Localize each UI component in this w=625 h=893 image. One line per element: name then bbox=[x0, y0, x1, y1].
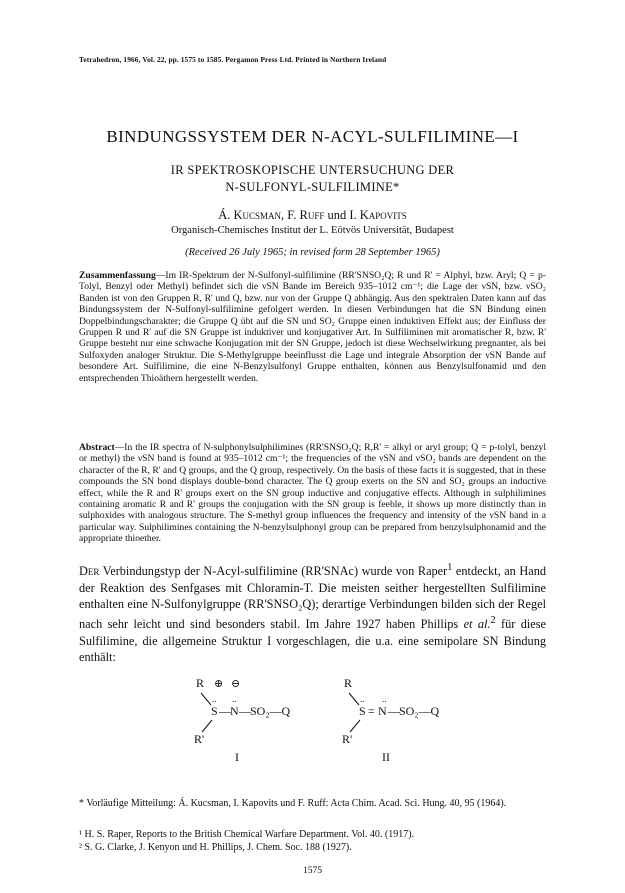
structure-I-r: R bbox=[196, 676, 205, 690]
structure-I-bond-rp bbox=[202, 720, 212, 732]
intro-text-3: für diese Sulfilimine, die allgemeine Struktur I vorgeschlagen, die u.a. eine semipolare SN Bindung enthält: bbox=[79, 616, 546, 665]
intro-lead-word: Der bbox=[79, 564, 100, 579]
structure-II-lone-pair-s: .. bbox=[360, 694, 365, 704]
intro-text-1: Verbindungstyp der N-Acyl-sulfilimine (RR'SNAc) wurde von Raper bbox=[99, 564, 448, 579]
intro-paragraph bbox=[79, 560, 546, 666]
structure-II-bond-rp bbox=[350, 720, 360, 732]
structure-II-so2q: SO₂—Q bbox=[399, 704, 440, 718]
zusammenfassung-label: Zusammenfassung bbox=[79, 270, 156, 281]
author-kucsman: Á. Kucsman bbox=[218, 208, 282, 222]
structure-I-so2q: SO₂—Q bbox=[250, 704, 291, 718]
ref-marker-2[interactable]: 2 bbox=[490, 614, 496, 626]
structure-II-double-bond: = bbox=[368, 704, 375, 718]
structure-II bbox=[342, 676, 440, 764]
intro-etal: et al. bbox=[463, 616, 491, 631]
structure-I-rprime: R' bbox=[194, 732, 205, 746]
institution: Organisch-Chemisches Institut der L. Eötvös Universität, Budapest bbox=[171, 225, 454, 236]
intro-text-2: entdeckt, an Hand der Reaktion des Senfgases mit Chloramin-T. Die meisten seither hergestellten Sulfilimine enthalten eine N-Sulfonylgruppe (RR'SNSO₂Q); derartige Verbindungen bilden sich der Regel nach sehr leicht und sind besonders stabil. Im Jahre 1927 haben Phillips bbox=[79, 564, 546, 631]
structure-I-lone-pair-s: .. bbox=[212, 694, 217, 704]
ref-marker-1[interactable]: 1 bbox=[447, 562, 453, 573]
paper-title: BINDUNGSSYSTEM DER N-ACYL-SULFILIMINE—I bbox=[106, 127, 519, 146]
structure-I-s-atom: S bbox=[211, 704, 218, 718]
paper-subtitle-line2: N-SULFONYL-SULFILIMINE* bbox=[225, 180, 400, 194]
footnote-star: * Vorläufige Mitteilung: Á. Kucsman, I. Kapovits und F. Ruff: Acta Chim. Acad. Sci. Hung. 40, 95 (1964). bbox=[79, 798, 507, 809]
structure-I-label: I bbox=[235, 750, 239, 764]
author-separator: und bbox=[324, 208, 350, 222]
received-date: (Received 26 July 1965; in revised form 28 September 1965) bbox=[185, 247, 440, 258]
structure-II-lone-pair-n: .. bbox=[382, 694, 387, 704]
zusammenfassung-paragraph bbox=[79, 270, 546, 384]
author-list bbox=[0, 208, 625, 223]
structure-I bbox=[194, 676, 291, 764]
structure-II-r: R bbox=[344, 676, 353, 690]
journal-header: Tetrahedron, 1966, Vol. 22, pp. 1575 to 1585. Pergamon Press Ltd. Printed in Northern Ireland bbox=[79, 55, 387, 64]
zusammenfassung-text: —Im IR-Spektrum der N-Sulfonyl-sulfilimine (RR'SNSO₂Q; R und R' = Alphyl, bzw. Aryl; Q = p-Tolyl, Benzyl oder Methyl) befindet sich die νSN Bande im Bereich 935–1012 cm⁻¹; die Lage der νSN, bzw. νSO₂ Banden ist von den Gruppen R, R' und Q, bzw. nur von der Gruppe Q abhängig. Aus den spektralen Daten kann auf das Bindungssystem der N-Sulfonyl-sulfilimine gefolgert werden. In diesen Verbindungen hat die SN Bindung einen Doppelbindungscharakter; die Gruppe Q übt auf die SN und SO₂ Gruppe einen induktiven Effekt aus; der Einfluss der Gruppen R und R' auf die SN Gruppe ist induktiver und konjugativer Art. In Sulfiliminen mit aromatischer R, bzw. R' Gruppe besteht nur eine schwache Konjugation mit der SN Gruppe, jedoch ist diese Wechselwirkung pregnanter, als bei Sulfoxyden analoger Struktur. Die S-Methylgruppe beeinflusst die Lage und integrale Absorption der νSN Bande auf besondere Art. Sulfilimine, die eine N-Benzylsulfonyl Gruppe enthalten, können aus Benzylsulfonamid und den entsprechenden Thioäthern hergestellt werden. bbox=[79, 270, 546, 384]
author-ruff: F. Ruff bbox=[287, 208, 325, 222]
structure-I-bond: — bbox=[219, 704, 231, 718]
abstract-label: Abstract bbox=[79, 442, 115, 453]
structure-I-lone-pair-n: .. bbox=[232, 694, 237, 704]
structure-I-bond: — bbox=[239, 704, 251, 718]
footnote-2: ² S. G. Clarke, J. Kenyon und H. Phillips, J. Chem. Soc. 188 (1927). bbox=[79, 842, 352, 853]
structure-II-bond-r bbox=[349, 693, 359, 705]
structure-I-n-atom: N bbox=[230, 704, 239, 718]
structure-II-label: II bbox=[382, 750, 390, 764]
structure-II-n-atom: N bbox=[378, 704, 387, 718]
structure-I-minus-charge: ⊖ bbox=[231, 678, 241, 690]
formula-drawing bbox=[0, 675, 625, 795]
structure-I-bond-r bbox=[201, 693, 211, 705]
page-number: 1575 bbox=[302, 865, 323, 876]
author-kapovits: I. Kapovits bbox=[349, 208, 407, 222]
author-separator: , bbox=[281, 208, 288, 222]
structure-II-s-atom: S bbox=[359, 704, 366, 718]
structure-I-plus-charge: ⊕ bbox=[214, 678, 224, 690]
abstract-paragraph bbox=[79, 442, 546, 545]
structure-formulas bbox=[0, 675, 625, 795]
structure-II-rprime: R' bbox=[342, 732, 353, 746]
abstract-text: —In the IR spectra of N-sulphonylsulphilimines (RR'SNSO₂Q; R,R' = alkyl or aryl group; Q = p-tolyl, benzyl or methyl) the νSN band is found at 935–1012 cm⁻¹; the frequencies of the νSN and νSO₂ bands are dependent on the character of the R, R' and Q groups, and the Q group, respectively. On the basis of these facts it is suggested, that in these compounds the SN bond displays double-bond character. The Q group exerts on the SN and SO₂ groups an inductive effect, while the R and R' groups exert on the SN group inductive and conjugative effects. Although in sulphilimines containing aromatic R and R' groups the conjugation with the SN group is feeble, it shows up more distinctly than in sulphoxides with analogous structure. The S-methyl group influences the frequency and intensity of the νSN band in a particular way. Sulphilimines containing the N-benzylsulphonyl group can be prepared from benzylsulphonamid and the appropriate thioether. bbox=[79, 442, 546, 545]
footnote-1: ¹ H. S. Raper, Reports to the British Chemical Warfare Department. Vol. 40. (1917). bbox=[79, 829, 415, 840]
paper-subtitle-line1: IR SPEKTROSKOPISCHE UNTERSUCHUNG DER bbox=[170, 163, 455, 177]
structure-II-bond: — bbox=[388, 704, 400, 718]
